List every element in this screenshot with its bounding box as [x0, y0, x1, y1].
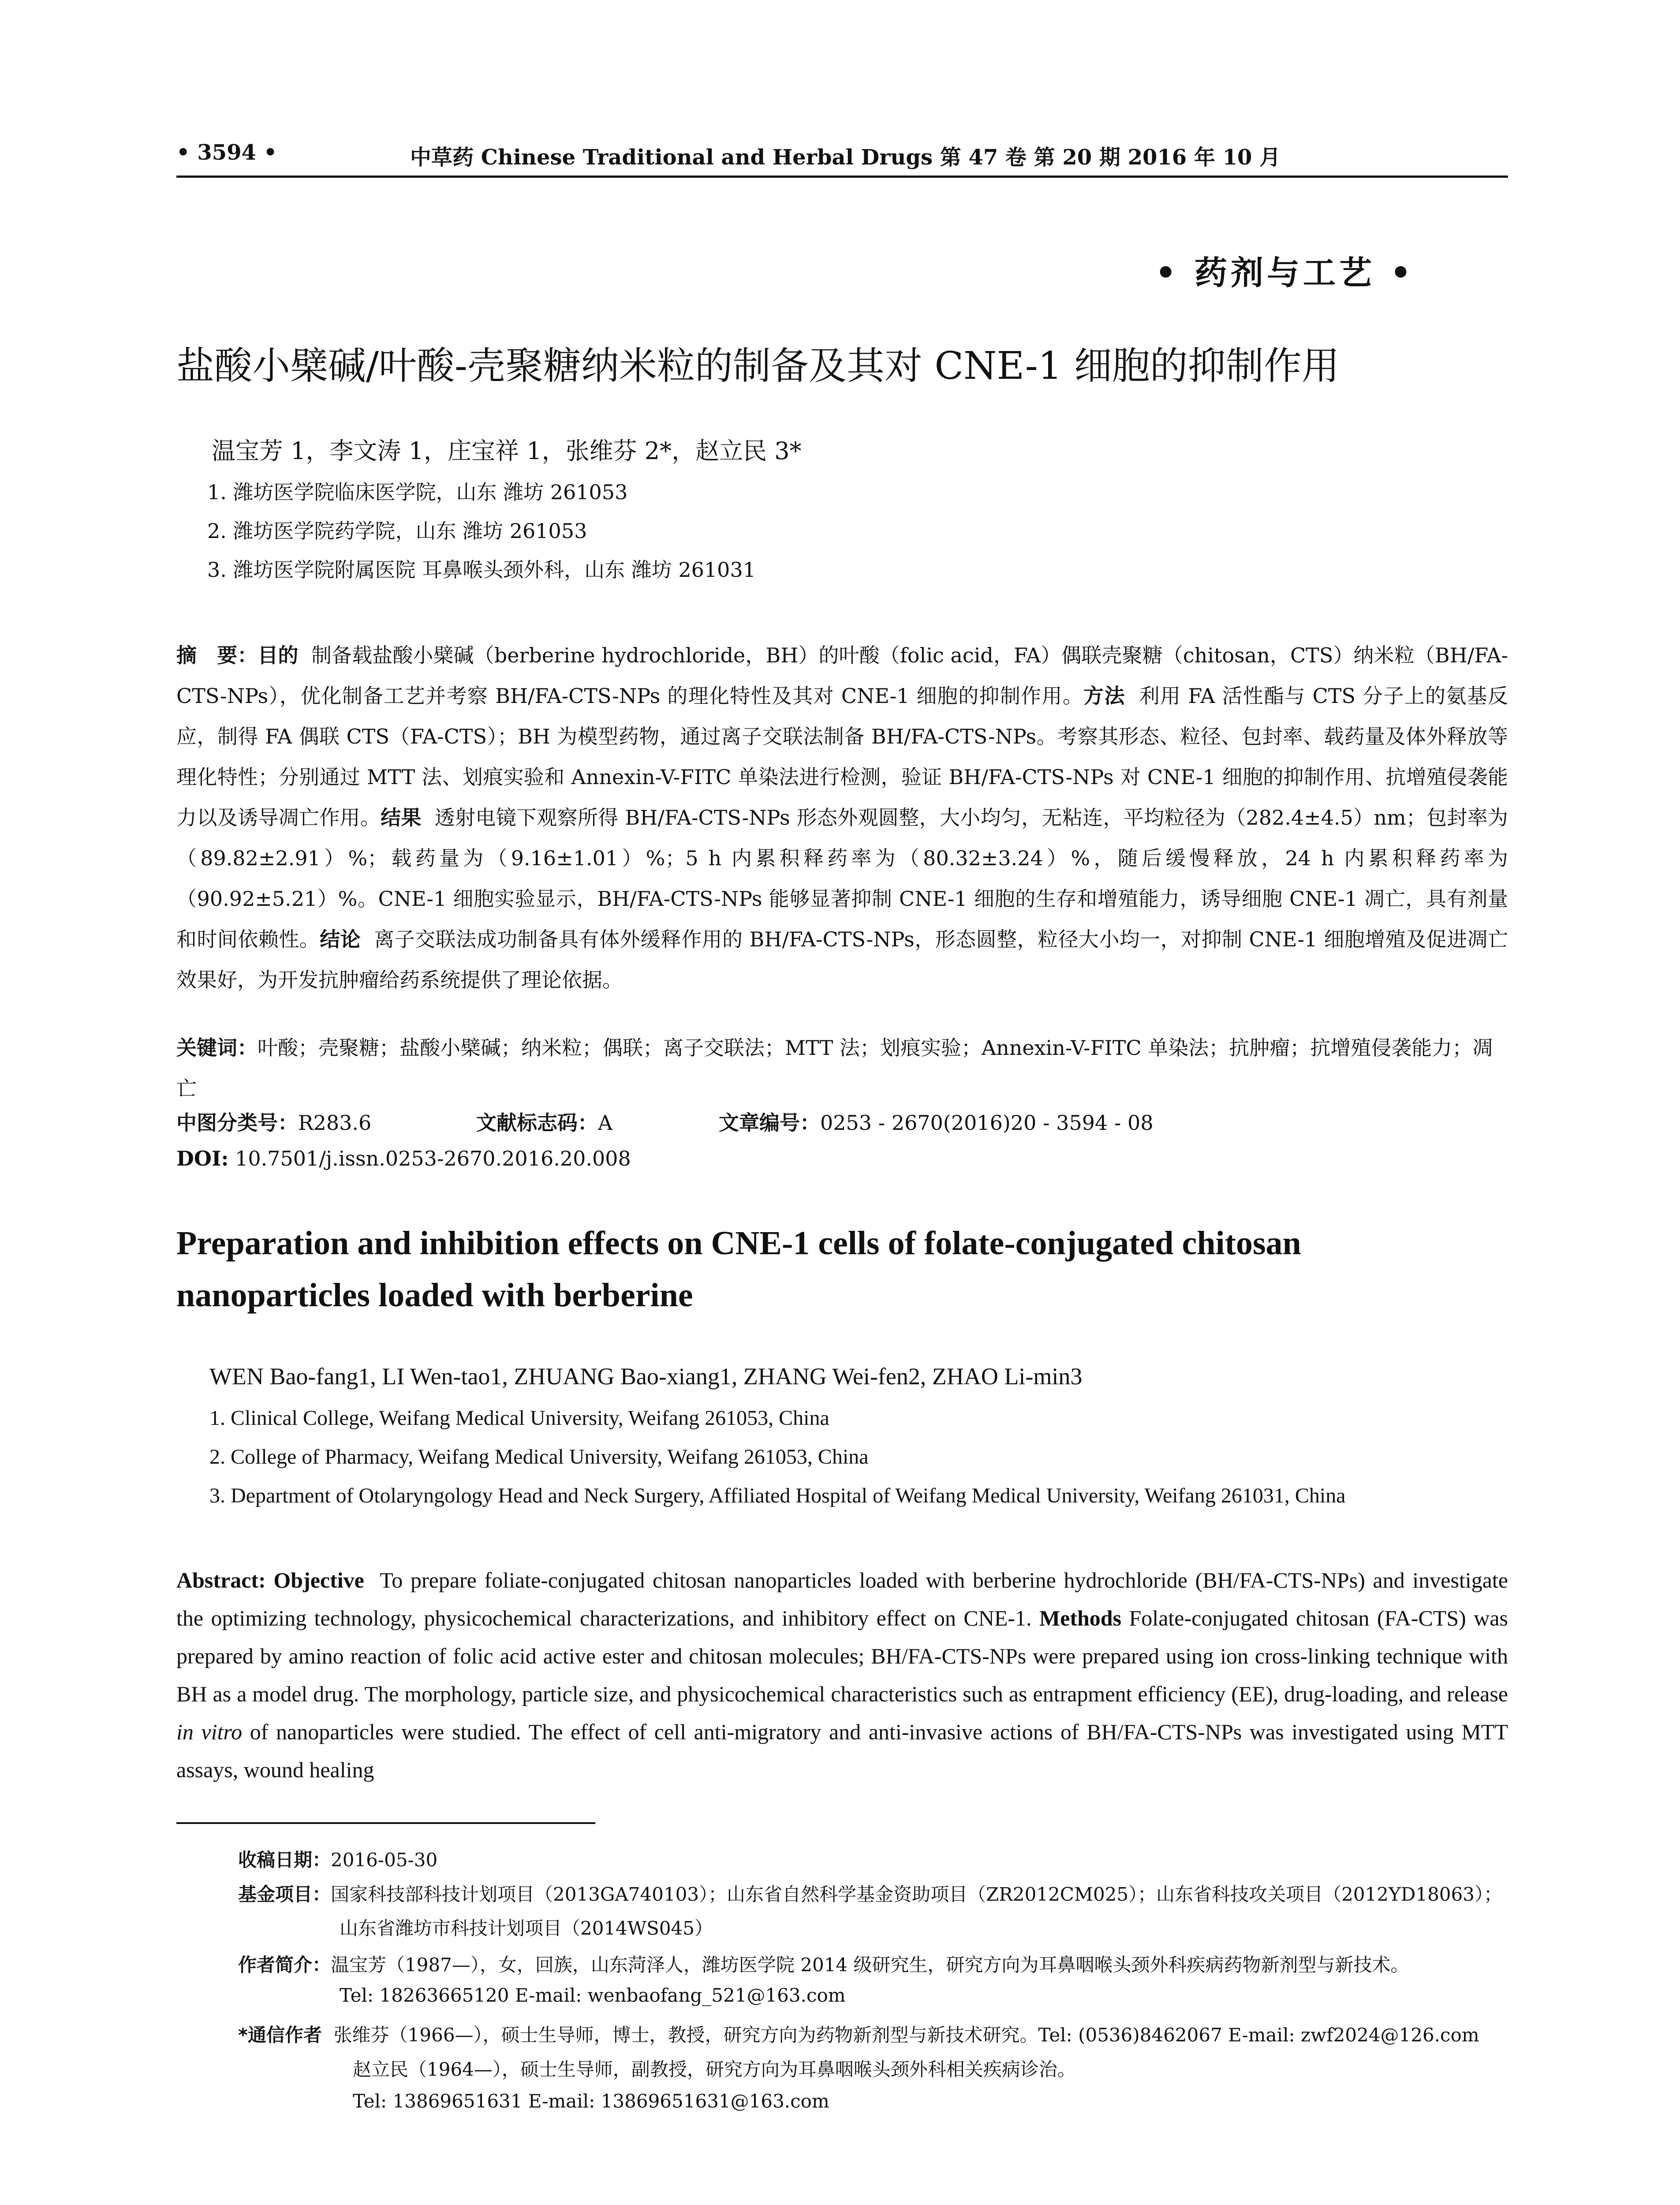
- cn-affiliation-2: 2. 潍坊医学院药学院，山东 潍坊 261053: [207, 519, 587, 543]
- classification-line: [176, 1107, 1154, 1136]
- en-affiliation-1: 1. Clinical College, Weifang Medical University, Weifang 261053, China: [209, 1406, 829, 1430]
- cn-methods-label: 方法: [1083, 684, 1125, 708]
- doc-code-label: 文献标志码：: [476, 1111, 598, 1135]
- bio-text-1: 温宝芳（1987—），女，回族，山东菏泽人，潍坊医学院 2014 级研究生，研究方向为耳鼻咽喉头颈外科疾病药物新剂型与新技术。: [331, 1954, 1409, 1976]
- en-methods-pre: Folate-conjugated chitosan (FA-CTS) was prepared by amino reaction of folic acid active ester and chitosan molecules; BH/FA-CTS-NPs were prepared using ion cross-linking technique with BH as a model drug. The morphology, particle size, and physicochemical characteristics such as entrapment efficiency (EE), drug-loading, and release: [176, 1606, 1508, 1706]
- cn-conclusion: 离子交联法成功制备具有体外缓释作用的 BH/FA-CTS-NPs，形态圆整，粒径大小均一，对抑制 CNE-1 细胞增殖及促进凋亡效果好，为开发抗肿瘤给药系统提供了理论依据。: [176, 927, 1508, 992]
- received-label: 收稿日期：: [238, 1849, 331, 1871]
- corr-text-1: 张维芬（1966—），硕士生导师，博士，教授，研究方向为药物新剂型与新技术研究。Tel: (0536)8462067 E-mail: zwf2024@126.com: [333, 2024, 1479, 2046]
- en-title: Preparation and inhibition effects on CNE-1 cells of folate-conjugated chitosan nanoparticles loaded with berberine: [176, 1225, 1301, 1314]
- cn-objective: 制备载盐酸小檗碱（berberine hydrochloride，BH）的叶酸（folic acid，FA）偶联壳聚糖（chitosan，CTS）纳米粒（BH/FA-CTS-NPs），优化制备工艺并考察 BH/FA-CTS-NPs 的理化特性及其对 CNE-1 细胞的抑制作用。: [176, 643, 1508, 708]
- en-abstract: [176, 1561, 1508, 1789]
- received-date: 2016-05-30: [331, 1849, 438, 1871]
- clc-label: 中图分类号：: [176, 1111, 298, 1135]
- cn-objective-label: 目的: [258, 643, 299, 667]
- fund-text-2: 山东省潍坊市科技计划项目（2014WS045）: [340, 1917, 713, 1939]
- cn-abstract: [176, 635, 1508, 1000]
- en-objective: To prepare foliate-conjugated chitosan nanoparticles loaded with berberine hydrochloride (BH/FA-CTS-NPs) and investigate the optimizing technology, physicochemical characterizations, and inhibitory effect on CNE-1.: [176, 1568, 1508, 1630]
- header-rule: [176, 176, 1508, 178]
- en-methods-label: Methods: [1039, 1606, 1122, 1630]
- corr-line-1: [238, 2021, 1479, 2047]
- article-no-label: 文章编号：: [719, 1111, 820, 1135]
- doi-label: DOI:: [176, 1147, 229, 1170]
- clc-value: R283.6: [298, 1111, 372, 1135]
- doc-code-value: A: [598, 1111, 613, 1135]
- cn-conclusion-label: 结论: [320, 927, 361, 951]
- footnote-rule: [176, 1822, 595, 1824]
- cn-results: 透射电镜下观察所得 BH/FA-CTS-NPs 形态外观圆整，大小均匀，无粘连，平均粒径为（282.4±4.5）nm；包封率为（89.82±2.91）%；载药量为（9.16±1.01）%；5 h 内累积释药率为（80.32±3.24）%，随后缓慢释放，24 h 内累积释药率为（90.92±5.21）%。CNE-1 细胞实验显示，BH/FA-CTS-NPs 能够显著抑制 CNE-1 细胞的生存和增殖能力，诱导细胞 CNE-1 凋亡，具有剂量和时间依赖性。: [176, 806, 1508, 951]
- en-methods-post: of nanoparticles were studied. The effect of cell anti-migratory and anti-invasive actions of BH/FA-CTS-NPs was investigated using MTT assays, wound healing: [176, 1719, 1508, 1782]
- en-affiliation-3: 3. Department of Otolaryngology Head and Neck Surgery, Affiliated Hospital of Weifang Medical University, Weifang 261031, China: [209, 1484, 1346, 1507]
- bio-label: 作者简介：: [238, 1954, 331, 1976]
- en-authors: WEN Bao-fang1, LI Wen-tao1, ZHUANG Bao-xiang1, ZHANG Wei-fen2, ZHAO Li-min3: [209, 1363, 1083, 1390]
- cn-abstract-label: 摘 要：: [176, 643, 258, 667]
- cn-keywords-text: 叶酸；壳聚糖；盐酸小檗碱；纳米粒；偶联；离子交联法；MTT 法；划痕实验；Annexin-V-FITC 单染法；抗肿瘤；抗增殖侵袭能力；凋亡: [176, 1036, 1493, 1100]
- cn-affiliation-1: 1. 潍坊医学院临床医学院，山东 潍坊 261053: [207, 480, 628, 504]
- en-affiliation-2: 2. College of Pharmacy, Weifang Medical University, Weifang 261053, China: [209, 1445, 869, 1469]
- cn-keywords: [176, 1028, 1508, 1109]
- cn-results-label: 结果: [381, 806, 422, 830]
- cn-methods: 利用 FA 活性酯与 CTS 分子上的氨基反应，制得 FA 偶联 CTS（FA-CTS）；BH 为模型药物，通过离子交联法制备 BH/FA-CTS-NPs。考察其形态、粒径、包封率、载药量及体外释放等理化特性；分别通过 MTT 法、划痕实验和 Annexin-V-FITC 单染法进行检测，验证 BH/FA-CTS-NPs 对 CNE-1 细胞的抑制作用、抗增殖侵袭能力以及诱导凋亡作用。: [176, 684, 1508, 830]
- bio-line-1: [238, 1951, 1409, 1977]
- doi-line: [176, 1147, 631, 1170]
- fund-label: 基金项目：: [238, 1884, 331, 1905]
- corr-text-3: Tel: 13869651631 E-mail: 13869651631@163.com: [353, 2090, 829, 2112]
- corr-label: *通信作者: [238, 2024, 322, 2046]
- en-methods-italic: in vitro: [176, 1719, 243, 1744]
- article-no-value: 0253 - 2670(2016)20 - 3594 - 08: [820, 1111, 1154, 1135]
- section-label: • 药剂与工艺 •: [1155, 254, 1415, 292]
- fund-line-1: [238, 1880, 1502, 1906]
- doi-value: 10.7501/j.issn.0253-2670.2016.20.008: [235, 1147, 631, 1170]
- fund-text-1: 国家科技部科技计划项目（2013GA740103）；山东省自然科学基金资助项目（ZR2012CM025）；山东省科技攻关项目（2012YD18063）；: [331, 1884, 1503, 1905]
- cn-authors: 温宝芳 1，李文涛 1，庄宝祥 1，张维芬 2*，赵立民 3*: [212, 437, 802, 465]
- received-line: [238, 1846, 437, 1872]
- cn-keywords-label: 关键词：: [176, 1036, 258, 1060]
- running-head: [176, 140, 1508, 171]
- page-number: • 3594 •: [176, 140, 277, 165]
- corr-text-2: 赵立民（1964—），硕士生导师，副教授，研究方向为耳鼻咽喉头颈外科相关疾病诊治。: [353, 2059, 1076, 2080]
- cn-title: 盐酸小檗碱/叶酸-壳聚糖纳米粒的制备及其对 CNE-1 细胞的抑制作用: [176, 344, 1340, 388]
- bio-text-2: Tel: 18263665120 E-mail: wenbaofang_521@163.com: [340, 1984, 846, 2006]
- cn-affiliation-3: 3. 潍坊医学院附属医院 耳鼻喉头颈外科，山东 潍坊 261031: [207, 558, 756, 582]
- journal-info: 中草药 Chinese Traditional and Herbal Drugs 第 47 卷 第 20 期 2016 年 10 月: [410, 145, 1281, 170]
- en-abstract-label: Abstract: Objective: [176, 1568, 364, 1592]
